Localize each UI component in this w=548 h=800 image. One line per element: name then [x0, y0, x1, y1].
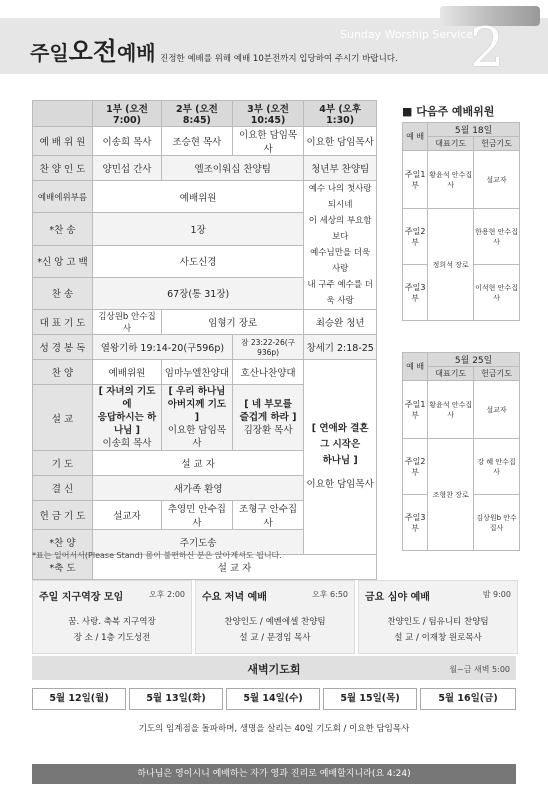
- row-label: 찬 송: [33, 277, 93, 309]
- cell: 67장(통 31장): [92, 277, 303, 309]
- cell: 조승현 목사: [162, 127, 233, 156]
- standing-note: *표는 일어서서(Please Stand) 몸이 불편하신 분은 앉아계셔도 됩니다.: [32, 551, 282, 560]
- box-line: 찬양인도 / 팀유니티 찬양팀: [387, 617, 489, 627]
- cell: 강 혜 안수집사: [474, 439, 520, 495]
- cell-sermon: [162, 385, 233, 451]
- english-title: Sunday Worship Service: [340, 28, 474, 41]
- page-title: 주일오전예배: [30, 37, 156, 66]
- cell: 1장: [92, 213, 303, 245]
- song-line: 예수 나의 첫사랑 되시네: [308, 184, 372, 210]
- cell: 열왕기하 19:14-20(구596p): [92, 335, 232, 360]
- dawn-note: 기도의 임계점을 돌파하며, 생명을 살리는 40일 기도회 / 이요한 담임목사: [138, 724, 410, 734]
- cell: 황윤석 안수집사: [428, 381, 474, 439]
- sermon-title-line: [ 네 부모를: [244, 399, 292, 410]
- row-label: 기 도: [33, 451, 93, 476]
- row-label: *찬 송: [33, 213, 93, 245]
- box-line: 설 교 / 이재창 원로목사: [394, 633, 482, 643]
- row-label: *찬 양: [33, 530, 93, 555]
- song-line: 이 세상의 부요함보다: [308, 216, 372, 242]
- worship-order-table: [32, 100, 377, 580]
- preacher: 이요한 담임목사: [167, 425, 226, 449]
- box-title: 주일 지구역장 모임: [39, 592, 124, 603]
- row-label: 설 교: [33, 385, 93, 451]
- page-subtitle: 진정한 예배를 위해 예배 10분전까지 입당하여 주시기 바랍니다.: [160, 54, 398, 64]
- sermon-title-line: [ 연애와 결혼: [311, 423, 369, 434]
- cell: 이요한 담임목사: [232, 127, 303, 156]
- cell: 이석현 안수집사: [474, 265, 520, 321]
- col-header: 3부 (오전 10:45): [232, 101, 303, 127]
- cell-4pm-sermon: [304, 360, 377, 555]
- sermon-title-line: 그 시작은: [320, 439, 361, 450]
- footer-verse: 하나님은 영이시니 예배하는 자가 영과 진리로 예배할지니라(요 4:24): [32, 764, 516, 784]
- row-label: 대 표 기 도: [33, 310, 93, 335]
- cell: 헌금기도: [474, 367, 520, 381]
- row-label: 찬 양 인 도: [33, 156, 93, 181]
- sermon-title-line: 즐겁게 하라 ]: [239, 412, 297, 423]
- cell: 대표기도: [428, 367, 474, 381]
- dawn-title: 새벽기도회: [247, 663, 301, 676]
- dawn-prayer-header: [32, 656, 516, 680]
- box-line: 장 소 / 1층 기도성전: [73, 633, 151, 643]
- cell: 창세기 2:18-25: [304, 335, 377, 360]
- song-line: 예수님만을 더욱 사랑: [310, 248, 371, 274]
- row-label: 찬 양: [33, 360, 93, 385]
- cell: 양민섭 간사: [92, 156, 161, 181]
- cell: 설교자: [92, 501, 161, 530]
- cell: 잠 23:22-26(구936p): [232, 335, 303, 360]
- cell-sermon: [92, 385, 161, 451]
- preacher: 이요한 담임목사: [306, 479, 374, 490]
- cell: 새가족 환영: [92, 476, 303, 501]
- cell: 김상원b 안수집사: [92, 310, 161, 335]
- box-line: 찬양인도 / 예벤에셀 찬양팀: [224, 617, 326, 627]
- cell-4pm-songs: [304, 181, 377, 310]
- box-time: 밤 9:00: [482, 590, 511, 599]
- day-cell: 5월 12일(월): [32, 688, 126, 710]
- day-cell: 5월 15일(목): [323, 688, 417, 710]
- cell: 김상원b 안수집사: [474, 495, 520, 551]
- box-time: 오후 6:50: [312, 590, 348, 599]
- cell: 설 교 자: [92, 451, 303, 476]
- header: [0, 0, 548, 82]
- cell: 주일2부: [403, 209, 428, 265]
- box-time: 오후 2:00: [149, 590, 185, 599]
- next-week-table-2: [402, 352, 520, 551]
- box-line: 꿈. 사랑. 축복 지구역장: [68, 617, 156, 627]
- row-label: 예배에위부름: [33, 181, 93, 213]
- cell: 주기도송: [92, 530, 303, 555]
- wednesday-evening-service: [195, 580, 355, 654]
- sunday-district-meeting: [32, 580, 192, 654]
- cell: 예 배: [403, 123, 428, 151]
- day-cell: 5월 16일(금): [420, 688, 516, 710]
- row-label: 결 신: [33, 476, 93, 501]
- row-label: 예 배 위 원: [33, 127, 93, 156]
- cell-date: 5월 25일: [428, 353, 520, 367]
- preacher: 이송희 목사: [102, 438, 152, 449]
- cell: 예배위원: [92, 360, 161, 385]
- row-label: *신 앙 고 백: [33, 245, 93, 277]
- col-header: 1부 (오전 7:00): [92, 101, 161, 127]
- row-label: 성 경 봉 독: [33, 335, 93, 360]
- cell: 예 배: [403, 353, 428, 381]
- cell: 헌금기도: [474, 137, 520, 151]
- cell: 주일1부: [403, 381, 428, 439]
- sermon-title-line: 아버지께 기도 ]: [167, 399, 227, 423]
- cell: 예배위원: [92, 181, 303, 213]
- preacher: 김장환 목사: [243, 425, 293, 436]
- friday-night-service: [358, 580, 518, 654]
- song-line: 내 구주 예수를 더욱 사랑: [307, 280, 373, 306]
- cell: 이요한 담임목사: [304, 127, 377, 156]
- dawn-days: [32, 688, 516, 710]
- box-title: 금요 심야 예배: [365, 592, 430, 603]
- cell: 조형구 안수집사: [232, 501, 303, 530]
- day-cell: 5월 13일(화): [129, 688, 223, 710]
- day-cell: 5월 14일(수): [226, 688, 320, 710]
- next-week-table-1: [402, 122, 520, 321]
- box-line: 설 교 / 문경임 목사: [239, 633, 311, 643]
- cell: 설교자: [474, 381, 520, 439]
- cell: 임형기 장로: [162, 310, 304, 335]
- next-week-title: ■ 다음주 예배위원: [402, 105, 495, 118]
- cell: 최승완 청년: [304, 310, 377, 335]
- row-label: 헌 금 기 도: [33, 501, 93, 530]
- cell: 주일2부: [403, 439, 428, 495]
- cell: 조형찬 장로: [428, 439, 474, 551]
- cell: 추영민 안수집사: [162, 501, 233, 530]
- col-header: 4부 (오후 1:30): [304, 101, 377, 127]
- cell: 이송희 목사: [92, 127, 161, 156]
- cell: 정희석 장로: [428, 209, 474, 321]
- cell: 사도신경: [92, 245, 303, 277]
- cell: 한용현 안수집사: [474, 209, 520, 265]
- cell: 엘조이워십 찬양팀: [162, 156, 304, 181]
- box-title: 수요 저녁 예배: [202, 592, 267, 603]
- cell-date: 5월 18일: [428, 123, 520, 137]
- cell: 대표기도: [428, 137, 474, 151]
- cell: 호산나찬양대: [232, 360, 303, 385]
- col-header: 2부 (오전 8:45): [162, 101, 233, 127]
- cell: 주일1부: [403, 151, 428, 209]
- cell: 주일3부: [403, 495, 428, 551]
- cell: 임마누엘찬양대: [162, 360, 233, 385]
- cell: 청년부 찬양팀: [304, 156, 377, 181]
- page-number: 2: [470, 16, 505, 79]
- row-label: *축 도: [33, 555, 93, 580]
- cell-sermon: [232, 385, 303, 451]
- cell: 설 교 자: [92, 555, 376, 580]
- cell: 주일3부: [403, 265, 428, 321]
- cell: 황윤석 안수집사: [428, 151, 474, 209]
- sermon-title-line: 응답하시는 하나님 ]: [97, 412, 157, 436]
- corner-cell: [33, 101, 93, 127]
- sermon-title-line: [ 우리 하나님: [168, 386, 226, 397]
- dawn-time: 월~금 새벽 5:00: [449, 665, 510, 674]
- sermon-title-line: [ 자녀의 기도에: [98, 386, 156, 410]
- cell: 설교자: [474, 151, 520, 209]
- sermon-title-line: 하나님 ]: [322, 455, 358, 466]
